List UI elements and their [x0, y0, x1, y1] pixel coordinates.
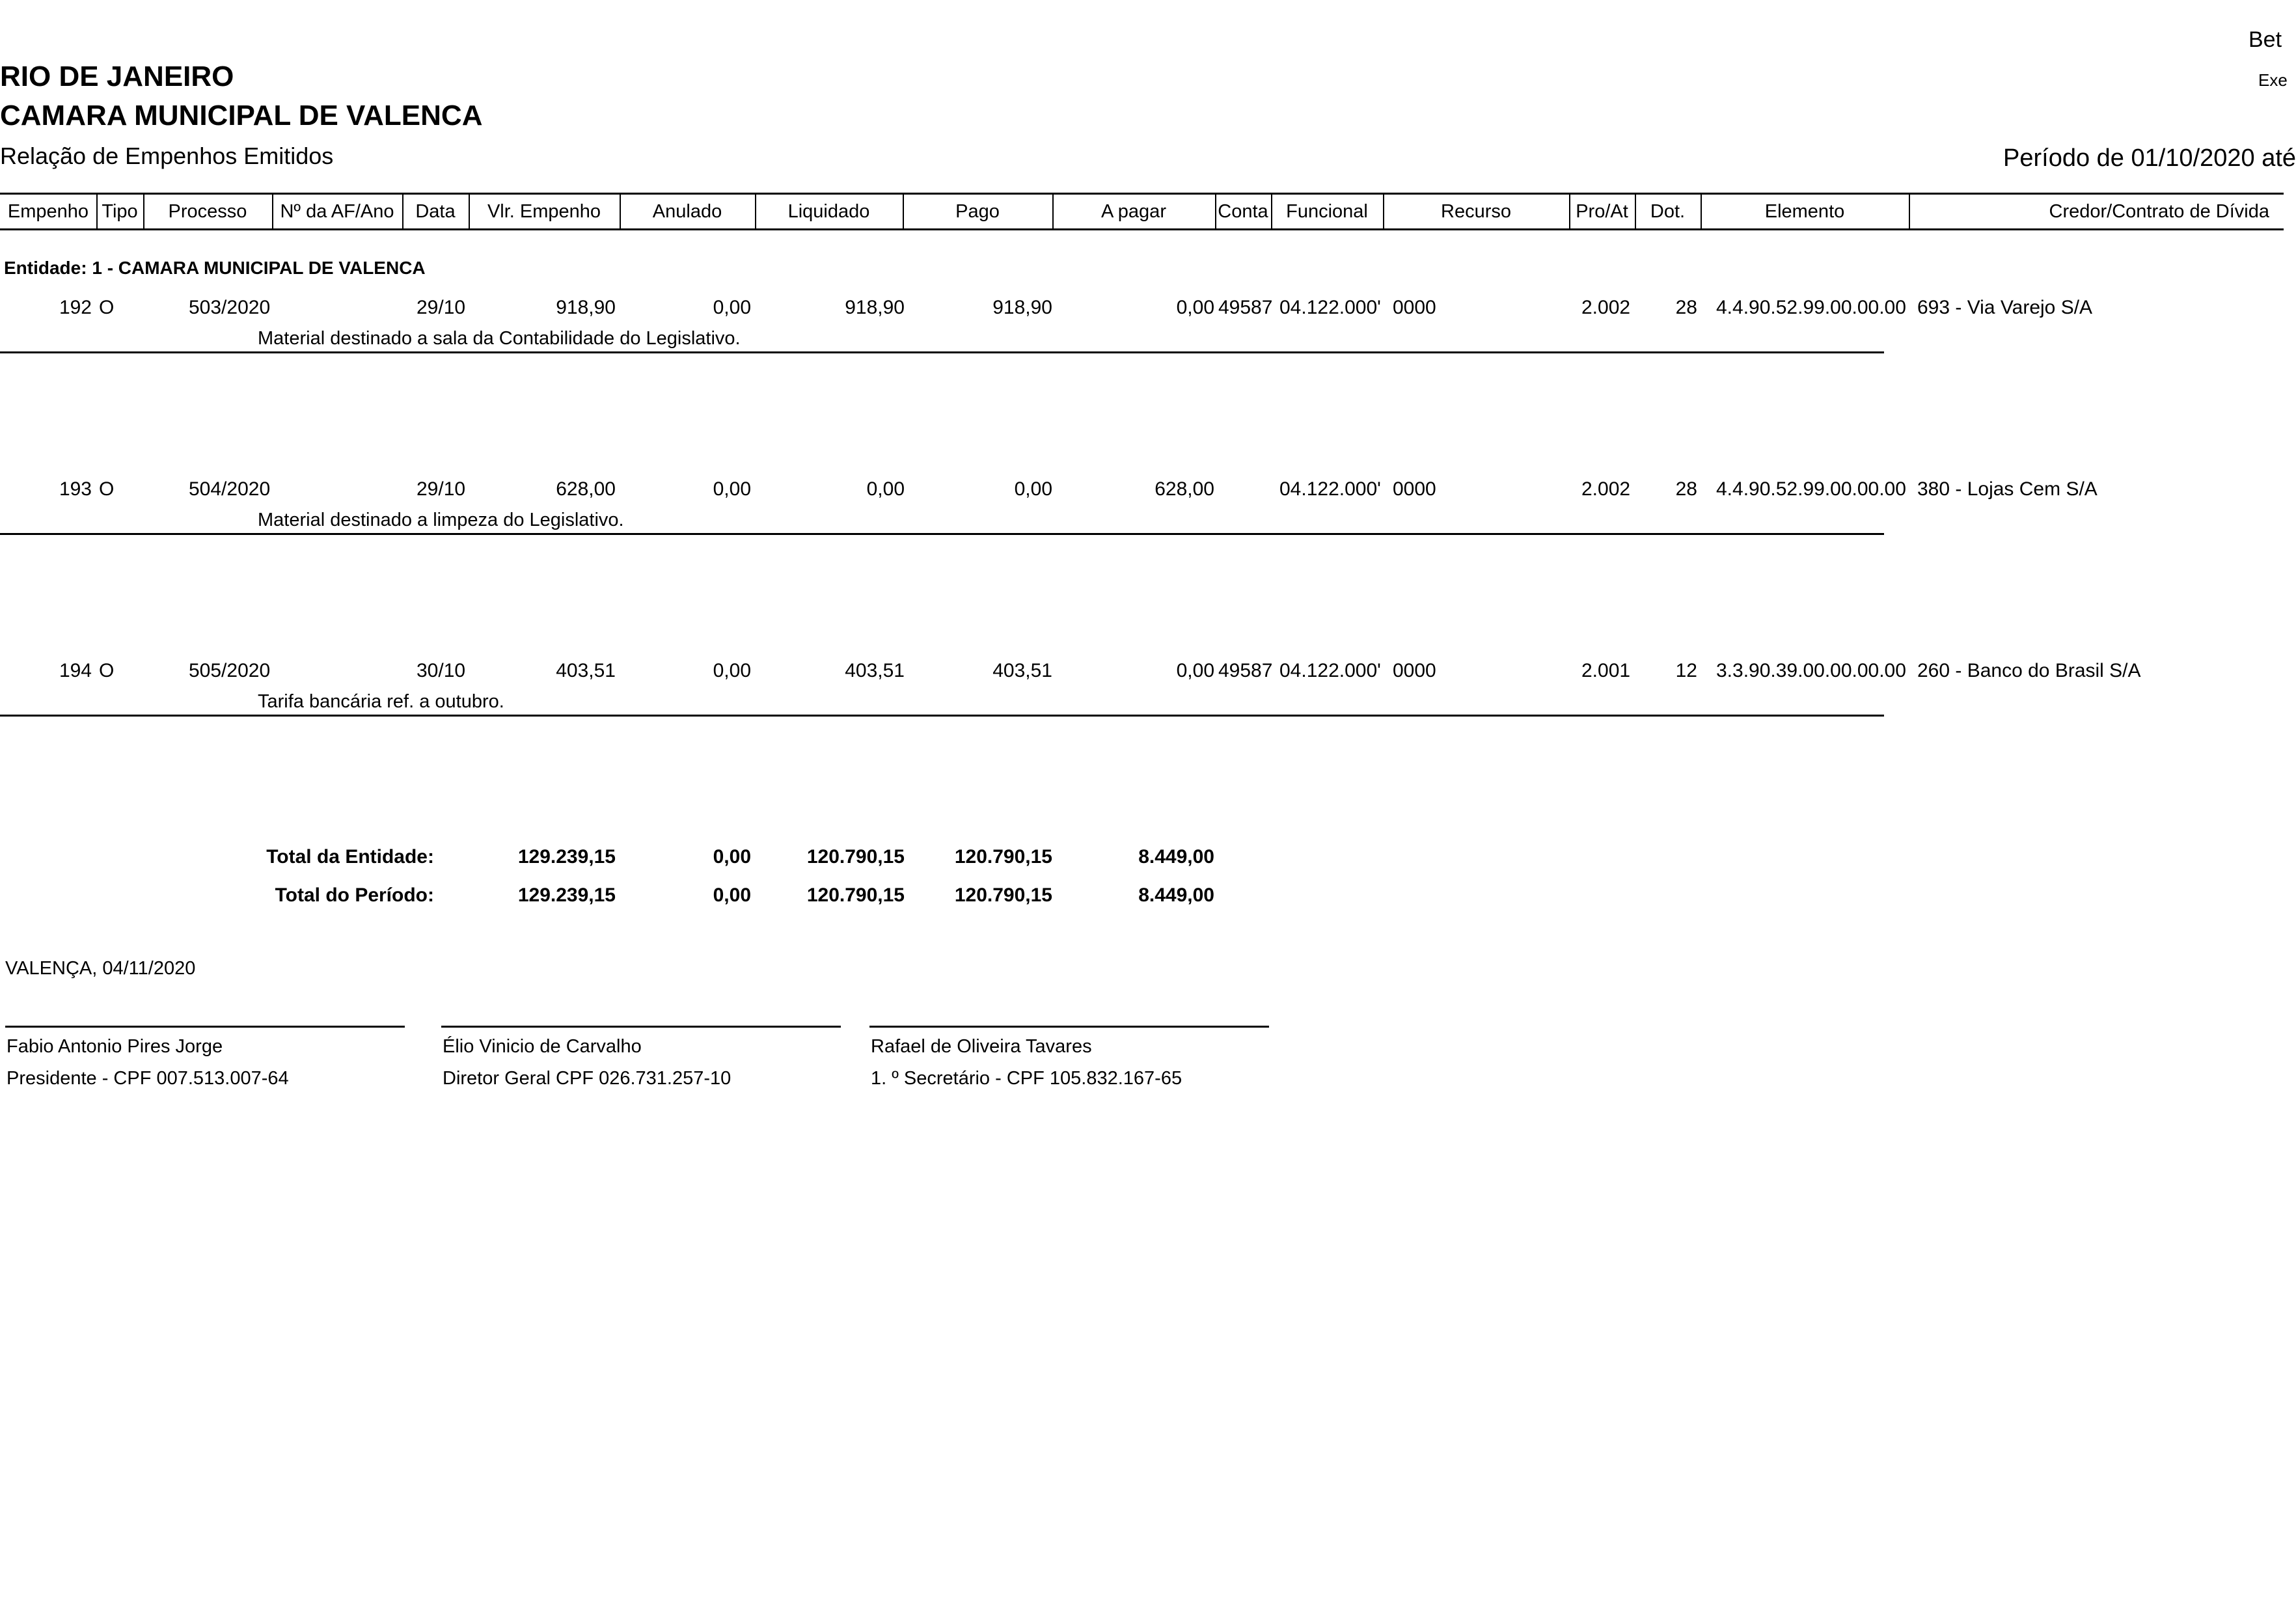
cell-processo: 503/2020	[189, 297, 271, 318]
column-divider	[1569, 193, 1570, 230]
total-anulado: 0,00	[713, 846, 751, 868]
cell-pro-at: 2.001	[1581, 660, 1631, 681]
cell-tipo: O	[99, 660, 115, 681]
total-a-pagar: 8.449,00	[1138, 846, 1214, 868]
cell-a-pagar: 0,00	[1176, 297, 1214, 318]
column-divider	[1701, 193, 1702, 230]
total-pago: 120.790,15	[954, 884, 1052, 906]
column-divider	[272, 193, 273, 230]
cell-vlr-empenho: 918,90	[556, 297, 616, 318]
column-divider	[1635, 193, 1636, 230]
signature-name: Fabio Antonio Pires Jorge	[7, 1036, 223, 1057]
cell-funcional: 04.122.000'	[1279, 297, 1381, 318]
cell-liquidado: 918,90	[845, 297, 905, 318]
column-header: Tipo	[102, 200, 138, 222]
cell-empenho: 193	[59, 478, 92, 500]
column-divider	[469, 193, 470, 230]
signature-line	[5, 1026, 405, 1028]
cell-elemento: 4.4.90.52.99.00.00.00	[1716, 478, 1906, 500]
column-header: Elemento	[1764, 200, 1845, 222]
column-header: Processo	[168, 200, 247, 222]
signature-role: Diretor Geral CPF 026.731.257-10	[443, 1068, 731, 1089]
column-divider	[1271, 193, 1272, 230]
cell-funcional: 04.122.000'	[1279, 478, 1381, 500]
cell-processo: 505/2020	[189, 660, 271, 681]
place-date: VALENÇA, 04/11/2020	[5, 958, 196, 979]
cell-recurso: 0000	[1393, 478, 1436, 500]
signature-line	[869, 1026, 1269, 1028]
cell-processo: 504/2020	[189, 478, 271, 500]
column-divider	[402, 193, 403, 230]
column-header: Pago	[955, 200, 1000, 222]
total-a-pagar: 8.449,00	[1138, 884, 1214, 906]
cell-a-pagar: 628,00	[1155, 478, 1214, 500]
column-divider	[755, 193, 756, 230]
column-header: Credor/Contrato de Dívida	[2049, 200, 2269, 222]
total-pago: 120.790,15	[954, 846, 1052, 868]
column-divider	[1215, 193, 1216, 230]
cell-dot: 28	[1675, 297, 1697, 318]
cell-credor: 693 - Via Varejo S/A	[1917, 297, 2093, 318]
cell-a-pagar: 0,00	[1176, 660, 1214, 681]
column-divider	[96, 193, 98, 230]
cell-dot: 28	[1675, 478, 1697, 500]
row-separator	[0, 533, 1884, 535]
column-header: Vlr. Empenho	[487, 200, 601, 222]
row-historico: Tarifa bancária ref. a outubro.	[258, 691, 504, 712]
cell-elemento: 3.3.90.39.00.00.00.00	[1716, 660, 1906, 681]
column-divider	[620, 193, 621, 230]
column-header: Pro/At	[1576, 200, 1628, 222]
cell-credor: 380 - Lojas Cem S/A	[1917, 478, 2098, 500]
organization-name: CAMARA MUNICIPAL DE VALENCA	[0, 100, 483, 131]
total-anulado: 0,00	[713, 884, 751, 906]
cell-dot: 12	[1675, 660, 1697, 681]
cell-tipo: O	[99, 297, 115, 318]
row-historico: Material destinado a limpeza do Legislativo.	[258, 510, 624, 530]
column-divider	[903, 193, 904, 230]
cell-pago: 0,00	[1014, 478, 1052, 500]
column-header: Empenho	[7, 200, 89, 222]
cell-data: 30/10	[417, 660, 466, 681]
column-header: Recurso	[1441, 200, 1511, 222]
cell-vlr-empenho: 403,51	[556, 660, 616, 681]
report-period: Período de 01/10/2020 até	[2003, 144, 2296, 172]
column-divider	[143, 193, 144, 230]
total-liquidado: 120.790,15	[806, 846, 905, 868]
cell-elemento: 4.4.90.52.99.00.00.00	[1716, 297, 1906, 318]
signature-line	[441, 1026, 841, 1028]
row-historico: Material destinado a sala da Contabilidade do Legislativo.	[258, 328, 741, 349]
column-header: A pagar	[1101, 200, 1166, 222]
cell-credor: 260 - Banco do Brasil S/A	[1917, 660, 2141, 681]
total-label: Total do Período:	[275, 884, 434, 906]
cell-recurso: 0000	[1393, 660, 1436, 681]
cell-data: 29/10	[417, 478, 466, 500]
cell-empenho: 194	[59, 660, 92, 681]
total-vlr-empenho: 129.239,15	[517, 884, 616, 906]
column-header: Dot.	[1650, 200, 1686, 222]
column-header: Conta	[1218, 200, 1268, 222]
total-liquidado: 120.790,15	[806, 884, 905, 906]
column-divider	[1383, 193, 1384, 230]
row-separator	[0, 351, 1884, 353]
cell-pro-at: 2.002	[1581, 297, 1631, 318]
signature-name: Rafael de Oliveira Tavares	[871, 1036, 1092, 1057]
total-vlr-empenho: 129.239,15	[517, 846, 616, 868]
cell-pro-at: 2.002	[1581, 478, 1631, 500]
cell-conta: 49587	[1218, 297, 1273, 318]
column-header: Funcional	[1286, 200, 1368, 222]
signature-name: Élio Vinicio de Carvalho	[443, 1036, 642, 1057]
signature-role: 1. º Secretário - CPF 105.832.167-65	[871, 1068, 1182, 1089]
column-header: Anulado	[652, 200, 722, 222]
cell-pago: 403,51	[992, 660, 1052, 681]
cell-pago: 918,90	[992, 297, 1052, 318]
signature-role: Presidente - CPF 007.513.007-64	[7, 1068, 289, 1089]
cell-anulado: 0,00	[713, 297, 751, 318]
top-right-small-text: Exe	[2258, 70, 2288, 90]
entity-title: Entidade: 1 - CAMARA MUNICIPAL DE VALENCA	[4, 258, 426, 278]
report-title: Relação de Empenhos Emitidos	[0, 143, 334, 169]
cell-recurso: 0000	[1393, 297, 1436, 318]
row-separator	[0, 715, 1884, 717]
cell-conta: 49587	[1218, 660, 1273, 681]
column-header: Liquidado	[787, 200, 870, 222]
top-right-text: Bet	[2248, 27, 2282, 52]
column-divider	[1052, 193, 1054, 230]
cell-empenho: 192	[59, 297, 92, 318]
cell-funcional: 04.122.000'	[1279, 660, 1381, 681]
cell-vlr-empenho: 628,00	[556, 478, 616, 500]
column-divider	[1909, 193, 1910, 230]
cell-anulado: 0,00	[713, 660, 751, 681]
state-name: RIO DE JANEIRO	[0, 61, 234, 92]
cell-data: 29/10	[417, 297, 466, 318]
cell-liquidado: 403,51	[845, 660, 905, 681]
column-header: Nº da AF/Ano	[280, 200, 394, 222]
column-header: Data	[415, 200, 456, 222]
cell-anulado: 0,00	[713, 478, 751, 500]
cell-tipo: O	[99, 478, 115, 500]
total-label: Total da Entidade:	[266, 846, 434, 868]
cell-liquidado: 0,00	[866, 478, 905, 500]
